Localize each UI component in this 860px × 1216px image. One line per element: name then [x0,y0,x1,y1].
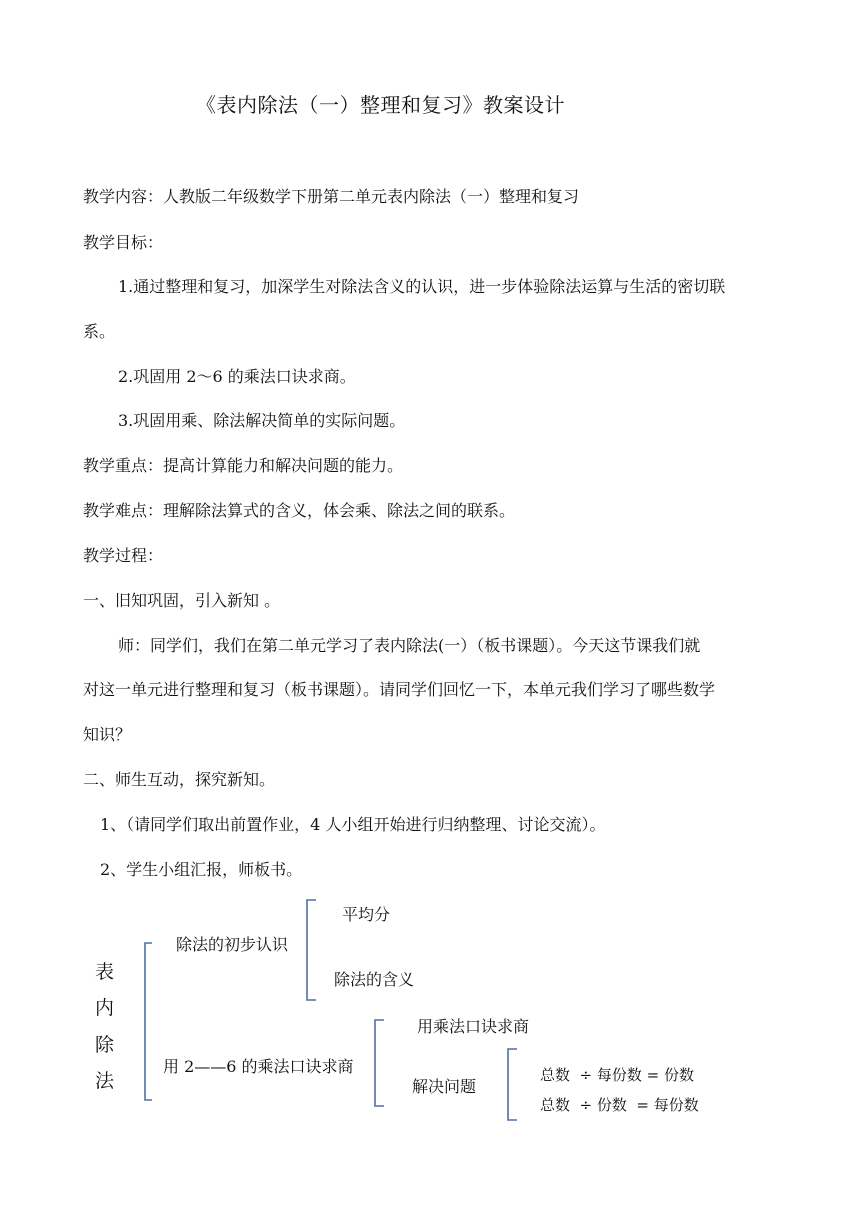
section-1-heading: 一、旧知巩固，引入新知 。 [83,591,281,610]
formula-1: 总数 ÷ 每份数 = 份数 [540,1066,694,1084]
branch-1-bracket [307,900,316,1000]
goal-1-line-2: 系。 [83,322,116,341]
section-2-heading: 二、师生互动，探究新知。 [83,770,276,789]
goal-2: 2.巩固用 2～6 的乘法口诀求商。 [118,367,356,386]
branch-2-item-b: 解决问题 [412,1077,477,1096]
teacher-line-3: 知识？ [83,725,132,744]
branch-1-label: 除法的初步认识 [176,935,289,954]
root-char-3: 除 [95,1034,115,1056]
root-char-1: 表 [95,961,115,983]
step-2: 2、学生小组汇报，师板书。 [100,860,303,879]
branch-1-item-a: 平均分 [342,905,391,924]
root-char-2: 内 [95,997,115,1019]
root-char-4: 法 [95,1070,115,1092]
teaching-content: 教学内容：人教版二年级数学下册第二单元表内除法（一）整理和复习 [83,187,580,206]
branch-2-bracket [375,1020,384,1106]
document-title: 《表内除法（一）整理和复习》教案设计 [196,93,565,117]
branch-1-item-b: 除法的含义 [334,970,415,989]
branch-2-item-a: 用乘法口诀求商 [417,1017,530,1036]
key-point: 教学重点：提高计算能力和解决问题的能力。 [83,456,404,475]
teaching-goals-label: 教学目标： [83,233,164,252]
difficulty: 教学难点：理解除法算式的含义，体会乘、除法之间的联系。 [83,501,516,520]
teacher-line-1: 师：同学们，我们在第二单元学习了表内除法(一）（板书课题）。今天这节课我们就 [118,636,701,655]
teacher-line-2: 对这一单元进行整理和复习（板书课题）。请同学们回忆一下，本单元我们学习了哪些数学 [83,680,716,699]
goal-1-line-1: 1.通过整理和复习，加深学生对除法含义的认识，进一步体验除法运算与生活的密切联 [118,277,726,296]
process-label: 教学过程： [83,546,164,565]
formula-bracket [508,1049,517,1120]
branch-2-label: 用 2——6 的乘法口诀求商 [163,1057,354,1076]
root-bracket [145,943,152,1100]
formula-2: 总数 ÷ 份数 = 每份数 [540,1096,699,1114]
step-1: 1、（请同学们取出前置作业，4 人小组开始进行归纳整理、讨论交流）。 [100,815,606,834]
goal-3: 3.巩固用乘、除法解决简单的实际问题。 [118,411,406,430]
